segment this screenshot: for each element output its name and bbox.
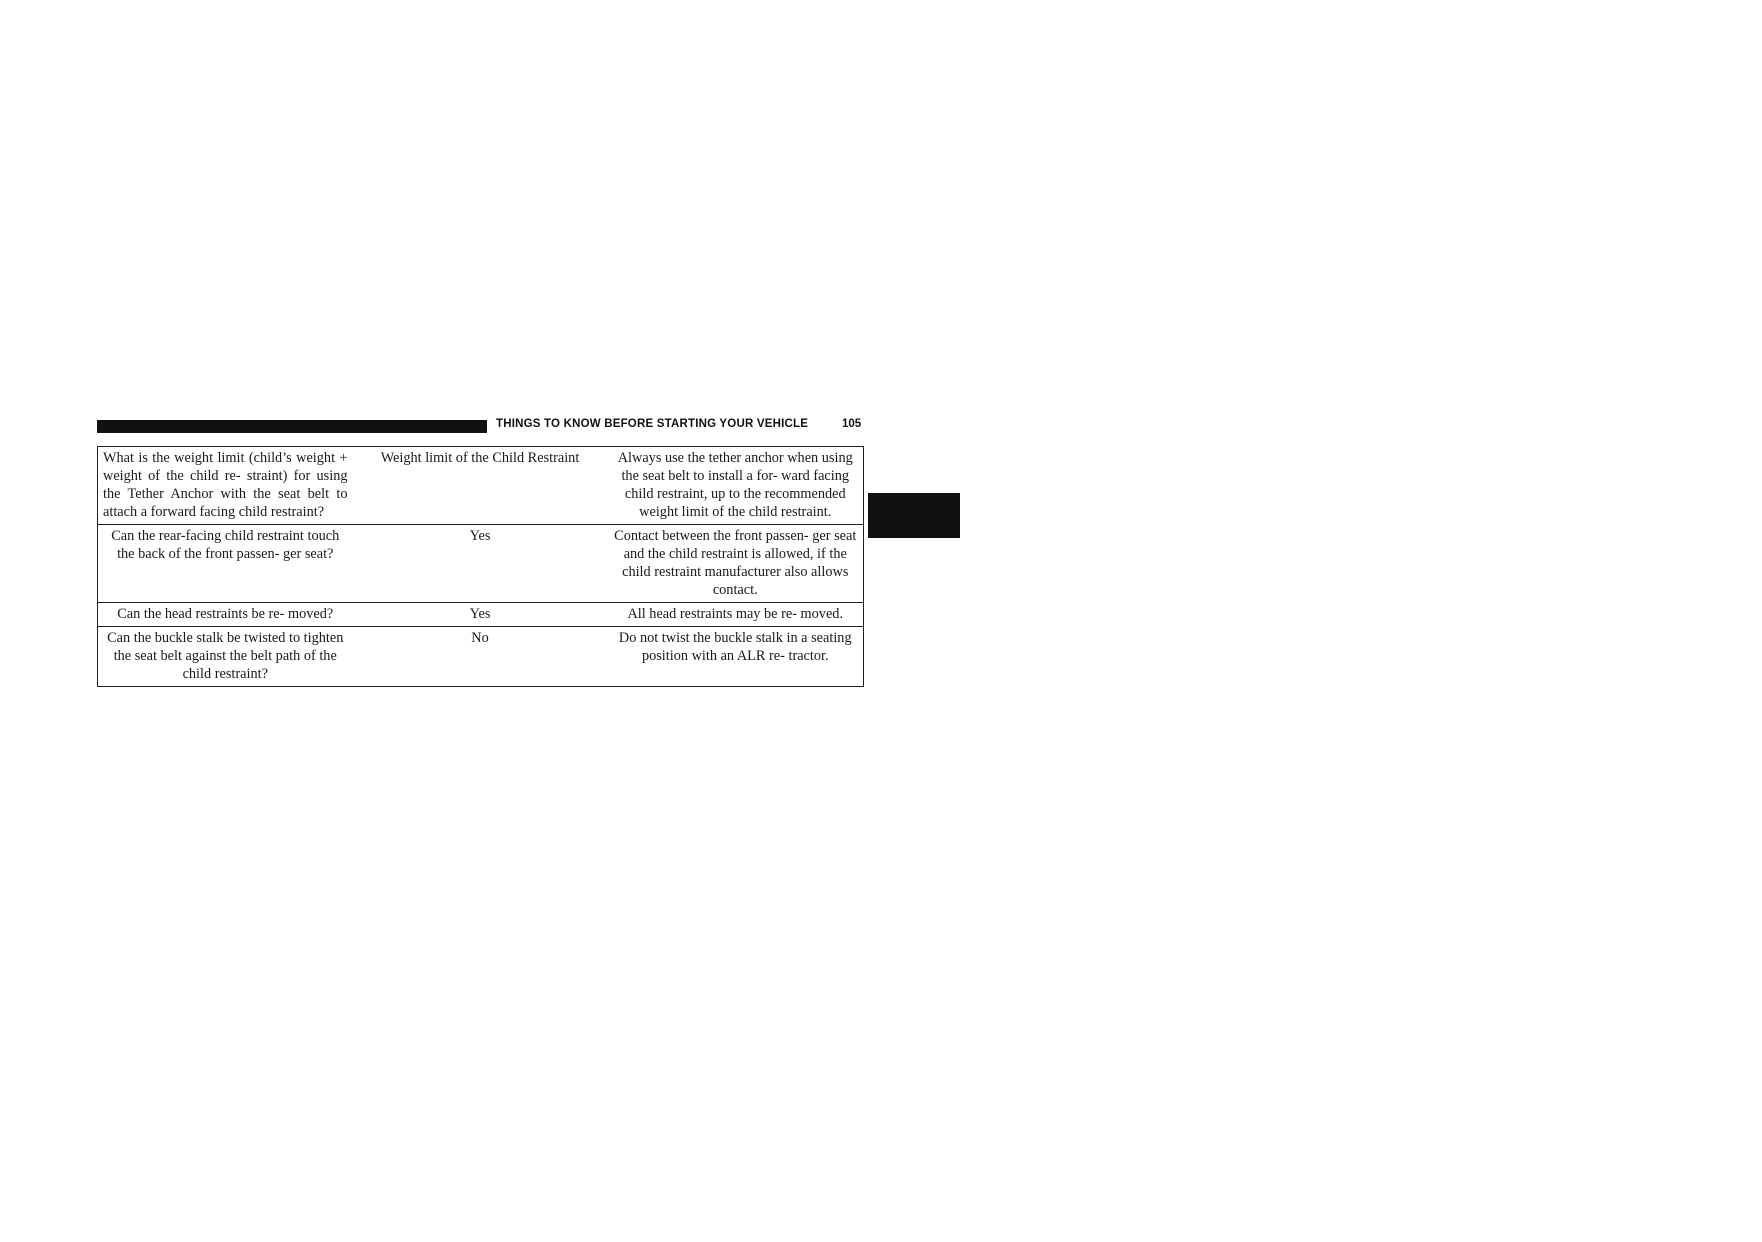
table-row	[98, 525, 864, 603]
restraint-table	[97, 446, 864, 687]
chapter-tab	[868, 493, 1762, 1025]
note-cell: Do not twist the buckle stalk in a seating position with an ALR re- tractor.	[608, 627, 864, 687]
note-cell: Contact between the front passen- ger seat and the child restraint is allowed, if the child restraint manufacturer also allows contact.	[608, 525, 864, 603]
header-rule	[97, 420, 487, 433]
table-row	[98, 627, 864, 687]
section-title: THINGS TO KNOW BEFORE STARTING YOUR VEHICLE	[496, 418, 809, 430]
question-cell: Can the rear-facing child restraint touch the back of the front passen- ger seat?	[98, 525, 353, 603]
page-number: 105	[842, 418, 862, 430]
table-row	[98, 603, 864, 627]
question-cell: Can the buckle stalk be twisted to tighten the seat belt against the belt path of the child restraint?	[98, 627, 353, 687]
note-cell: All head restraints may be re- moved.	[608, 603, 864, 627]
question-cell: Can the head restraints be re- moved?	[98, 603, 353, 627]
table-row	[98, 447, 864, 525]
answer-cell: No	[353, 627, 608, 687]
note-cell: Always use the tether anchor when using the seat belt to install a for- ward facing child restraint, up to the recommended weight limit of the child restraint.	[608, 447, 864, 525]
answer-cell: Yes	[353, 525, 608, 603]
answer-cell: Yes	[353, 603, 608, 627]
chapter-number: 2	[1745, 992, 1762, 1025]
answer-cell: Weight limit of the Child Restraint	[353, 447, 608, 525]
question-cell: What is the weight limit (child’s weight + weight of the child re- straint) for using the Tether Anchor with the seat belt to attach a forward facing child restraint?	[98, 447, 353, 525]
